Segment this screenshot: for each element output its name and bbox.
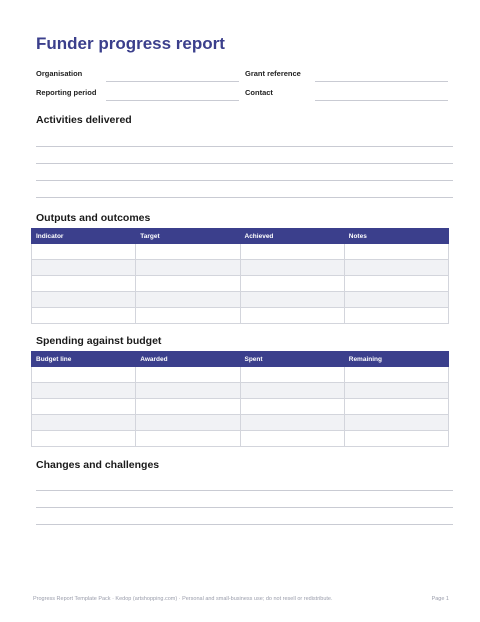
activities-writing-line[interactable] bbox=[36, 163, 453, 164]
column-header-spent: Spent bbox=[240, 352, 344, 367]
column-header-awarded: Awarded bbox=[136, 352, 240, 367]
table-row bbox=[32, 367, 449, 383]
table-row bbox=[32, 292, 449, 308]
outputs-table-header bbox=[32, 229, 449, 244]
table-cell[interactable] bbox=[240, 260, 344, 276]
table-cell[interactable] bbox=[136, 383, 240, 399]
table-cell[interactable] bbox=[240, 308, 344, 324]
changes-writing-line[interactable] bbox=[36, 507, 453, 508]
table-cell[interactable] bbox=[344, 415, 448, 431]
table-cell[interactable] bbox=[240, 383, 344, 399]
outputs-table bbox=[31, 228, 449, 324]
table-cell[interactable] bbox=[136, 399, 240, 415]
table-cell[interactable] bbox=[136, 431, 240, 447]
activities-writing-line[interactable] bbox=[36, 180, 453, 181]
table-cell[interactable] bbox=[32, 308, 136, 324]
table-cell[interactable] bbox=[344, 276, 448, 292]
table-cell[interactable] bbox=[32, 276, 136, 292]
table-cell[interactable] bbox=[32, 292, 136, 308]
activities-writing-line[interactable] bbox=[36, 197, 453, 198]
table-cell[interactable] bbox=[32, 244, 136, 260]
contact-label: Contact bbox=[245, 88, 273, 97]
table-cell[interactable] bbox=[32, 260, 136, 276]
table-cell[interactable] bbox=[136, 308, 240, 324]
table-cell[interactable] bbox=[240, 415, 344, 431]
table-cell[interactable] bbox=[136, 415, 240, 431]
table-row bbox=[32, 415, 449, 431]
contact-field[interactable] bbox=[315, 100, 448, 101]
spending-table-header bbox=[32, 352, 449, 367]
table-cell[interactable] bbox=[136, 292, 240, 308]
table-row bbox=[32, 431, 449, 447]
table-cell[interactable] bbox=[344, 367, 448, 383]
changes-writing-line[interactable] bbox=[36, 490, 453, 491]
outputs-heading: Outputs and outcomes bbox=[36, 212, 151, 224]
activities-heading: Activities delivered bbox=[36, 114, 132, 126]
table-row bbox=[32, 399, 449, 415]
column-header-indicator: Indicator bbox=[32, 229, 136, 244]
changes-heading: Changes and challenges bbox=[36, 459, 160, 471]
table-cell[interactable] bbox=[32, 399, 136, 415]
spending-heading: Spending against budget bbox=[36, 335, 162, 347]
table-cell[interactable] bbox=[240, 431, 344, 447]
page-number: Page 1 bbox=[431, 596, 449, 602]
grant-reference-label: Grant reference bbox=[245, 69, 301, 78]
organisation-label: Organisation bbox=[36, 69, 83, 78]
table-cell[interactable] bbox=[136, 260, 240, 276]
organisation-field[interactable] bbox=[106, 81, 239, 82]
column-header-budget-line: Budget line bbox=[32, 352, 136, 367]
reporting-period-label: Reporting period bbox=[36, 88, 97, 97]
table-cell[interactable] bbox=[344, 244, 448, 260]
column-header-notes: Notes bbox=[344, 229, 448, 244]
spending-table bbox=[31, 351, 449, 447]
table-row bbox=[32, 260, 449, 276]
column-header-target: Target bbox=[136, 229, 240, 244]
table-cell[interactable] bbox=[136, 367, 240, 383]
table-cell[interactable] bbox=[240, 244, 344, 260]
table-cell[interactable] bbox=[344, 260, 448, 276]
table-cell[interactable] bbox=[344, 431, 448, 447]
table-cell[interactable] bbox=[136, 276, 240, 292]
table-row bbox=[32, 276, 449, 292]
table-cell[interactable] bbox=[32, 367, 136, 383]
table-cell[interactable] bbox=[32, 431, 136, 447]
table-row bbox=[32, 244, 449, 260]
column-header-remaining: Remaining bbox=[344, 352, 448, 367]
activities-writing-line[interactable] bbox=[36, 146, 453, 147]
table-cell[interactable] bbox=[32, 383, 136, 399]
table-cell[interactable] bbox=[136, 244, 240, 260]
table-cell[interactable] bbox=[344, 399, 448, 415]
table-row bbox=[32, 383, 449, 399]
reporting-period-field[interactable] bbox=[106, 100, 239, 101]
table-cell[interactable] bbox=[32, 415, 136, 431]
page-title: Funder progress report bbox=[36, 34, 225, 53]
table-cell[interactable] bbox=[240, 276, 344, 292]
table-cell[interactable] bbox=[240, 399, 344, 415]
table-cell[interactable] bbox=[344, 292, 448, 308]
table-cell[interactable] bbox=[344, 308, 448, 324]
footer-note: Progress Report Template Pack · Kedop (artshopping.com) · Personal and small-business use; do not resell or redistribute. bbox=[33, 596, 333, 602]
table-cell[interactable] bbox=[344, 383, 448, 399]
table-cell[interactable] bbox=[240, 367, 344, 383]
changes-writing-line[interactable] bbox=[36, 524, 453, 525]
column-header-achieved: Achieved bbox=[240, 229, 344, 244]
table-cell[interactable] bbox=[240, 292, 344, 308]
grant-reference-field[interactable] bbox=[315, 81, 448, 82]
table-row bbox=[32, 308, 449, 324]
